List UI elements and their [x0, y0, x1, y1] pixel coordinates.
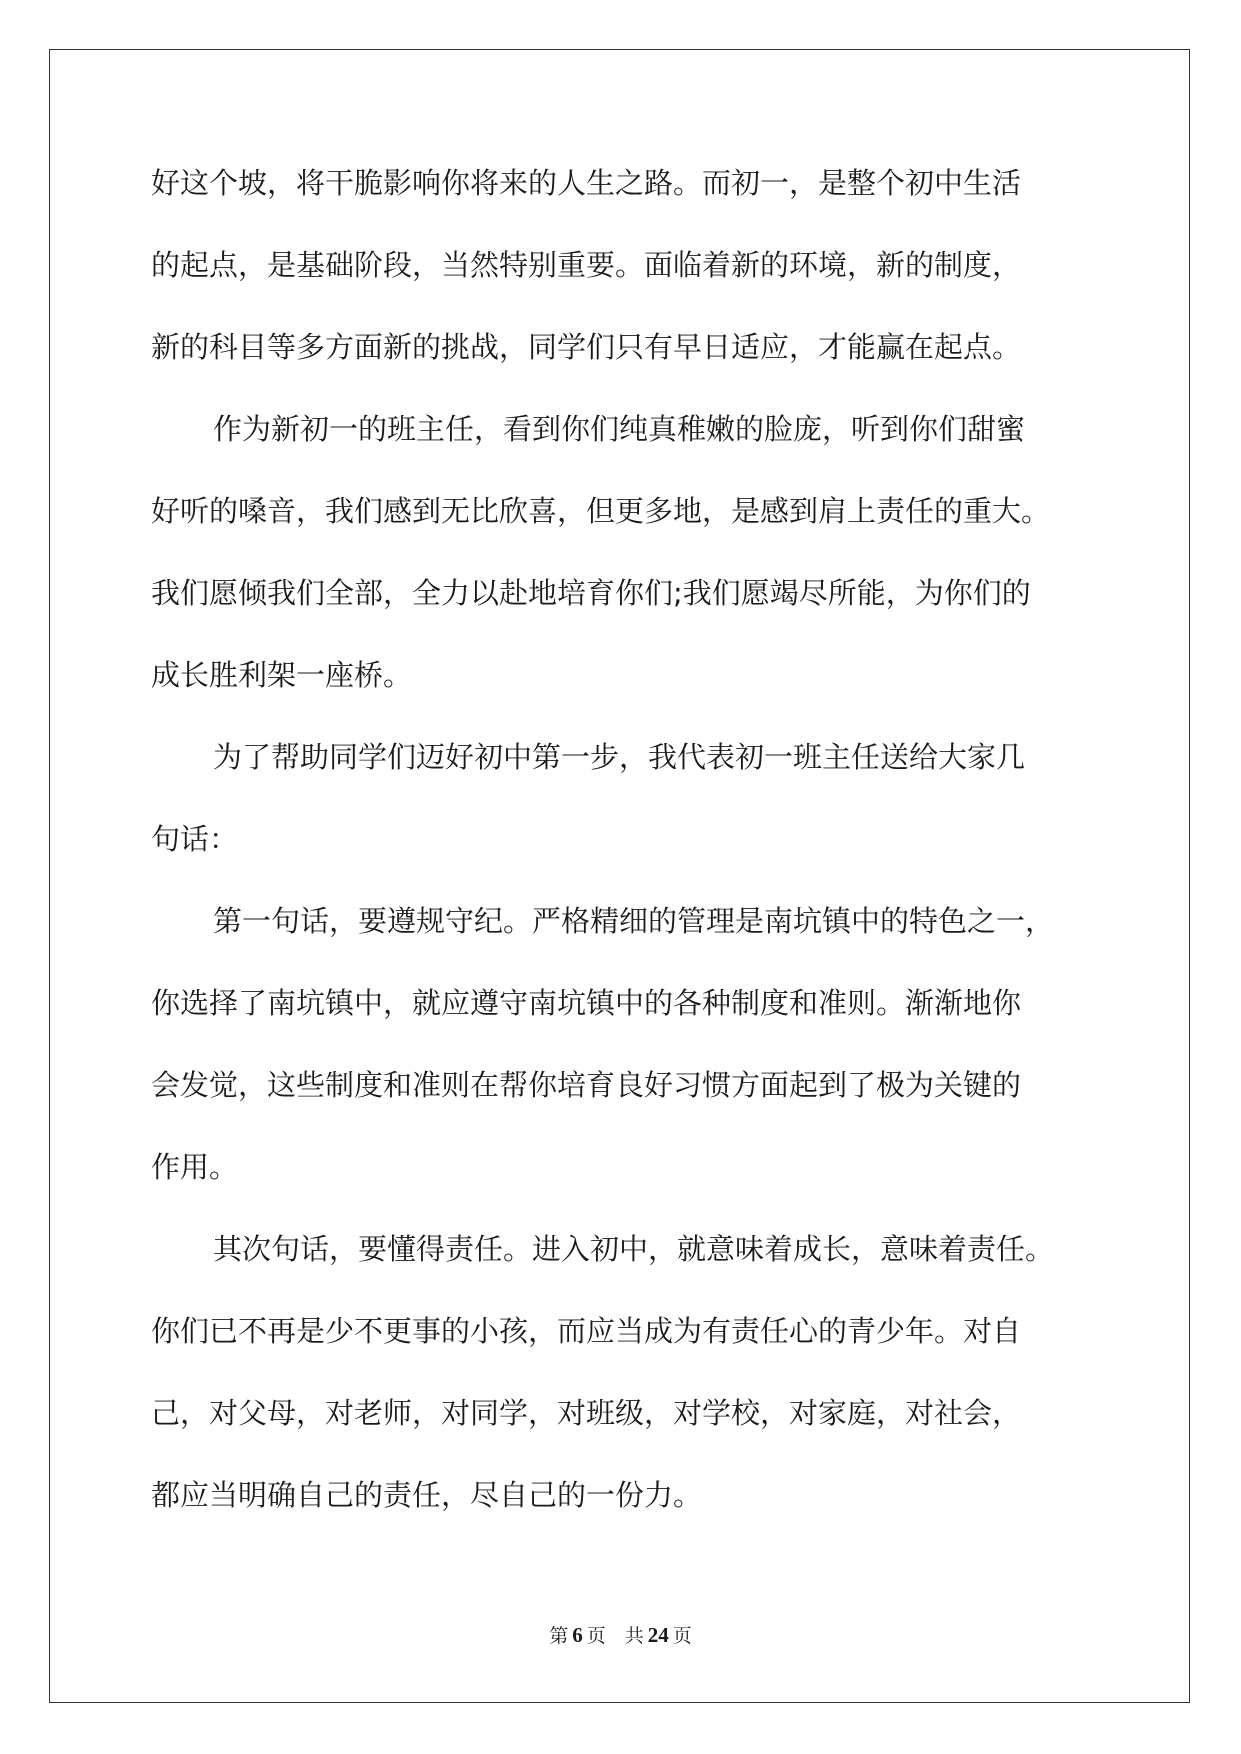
text-line: 己，对父母，对老师，对同学，对班级，对学校，对家庭，对社会，	[151, 1396, 1022, 1430]
footer-mid: 页 共	[586, 1625, 644, 1647]
document-body	[151, 163, 1091, 1557]
text-line: 新的科目等多方面新的挑战，同学们只有早日适应，才能赢在起点。	[151, 330, 1022, 364]
paragraph-start-line: 为了帮助同学们迈好初中第一步，我代表初一班主任送给大家几	[213, 740, 1026, 774]
text-line: 好听的嗓音，我们感到无比欣喜，但更多地，是感到肩上责任的重大。	[151, 494, 1051, 528]
total-page-count: 24	[647, 1623, 669, 1647]
text-line: 成长胜利架一座桥。	[151, 658, 413, 692]
page-footer	[0, 1621, 1241, 1648]
footer-suffix: 页	[672, 1625, 692, 1647]
paragraph-start-line: 作为新初一的班主任，看到你们纯真稚嫩的脸庞，听到你们甜蜜	[213, 412, 1026, 446]
text-line: 的起点，是基础阶段，当然特别重要。面临着新的环境，新的制度，	[151, 248, 1022, 282]
text-line: 你们已不再是少不更事的小孩，而应当成为有责任心的青少年。对自	[151, 1314, 1022, 1348]
footer-prefix: 第	[549, 1625, 569, 1647]
text-line: 好这个坡，将干脆影响你将来的人生之路。而初一，是整个初中生活	[151, 166, 1022, 200]
text-line: 你选择了南坑镇中，就应遵守南坑镇中的各种制度和准则。渐渐地你	[151, 986, 1022, 1020]
text-line: 句话：	[151, 822, 239, 856]
text-line: 会发觉，这些制度和准则在帮你培育良好习惯方面起到了极为关键的	[151, 1068, 1022, 1102]
paragraph-start-line: 其次句话，要懂得责任。进入初中，就意味着成长，意味着责任。	[213, 1232, 1055, 1266]
paragraph-start-line: 第一句话，要遵规守纪。严格精细的管理是南坑镇中的特色之一，	[213, 904, 1055, 938]
text-line: 都应当明确自己的责任，尽自己的一份力。	[151, 1478, 703, 1512]
text-line: 我们愿倾我们全部，全力以赴地培育你们;我们愿竭尽所能，为你们的	[151, 576, 1031, 610]
current-page-number: 6	[572, 1623, 583, 1647]
text-line: 作用。	[151, 1150, 239, 1184]
